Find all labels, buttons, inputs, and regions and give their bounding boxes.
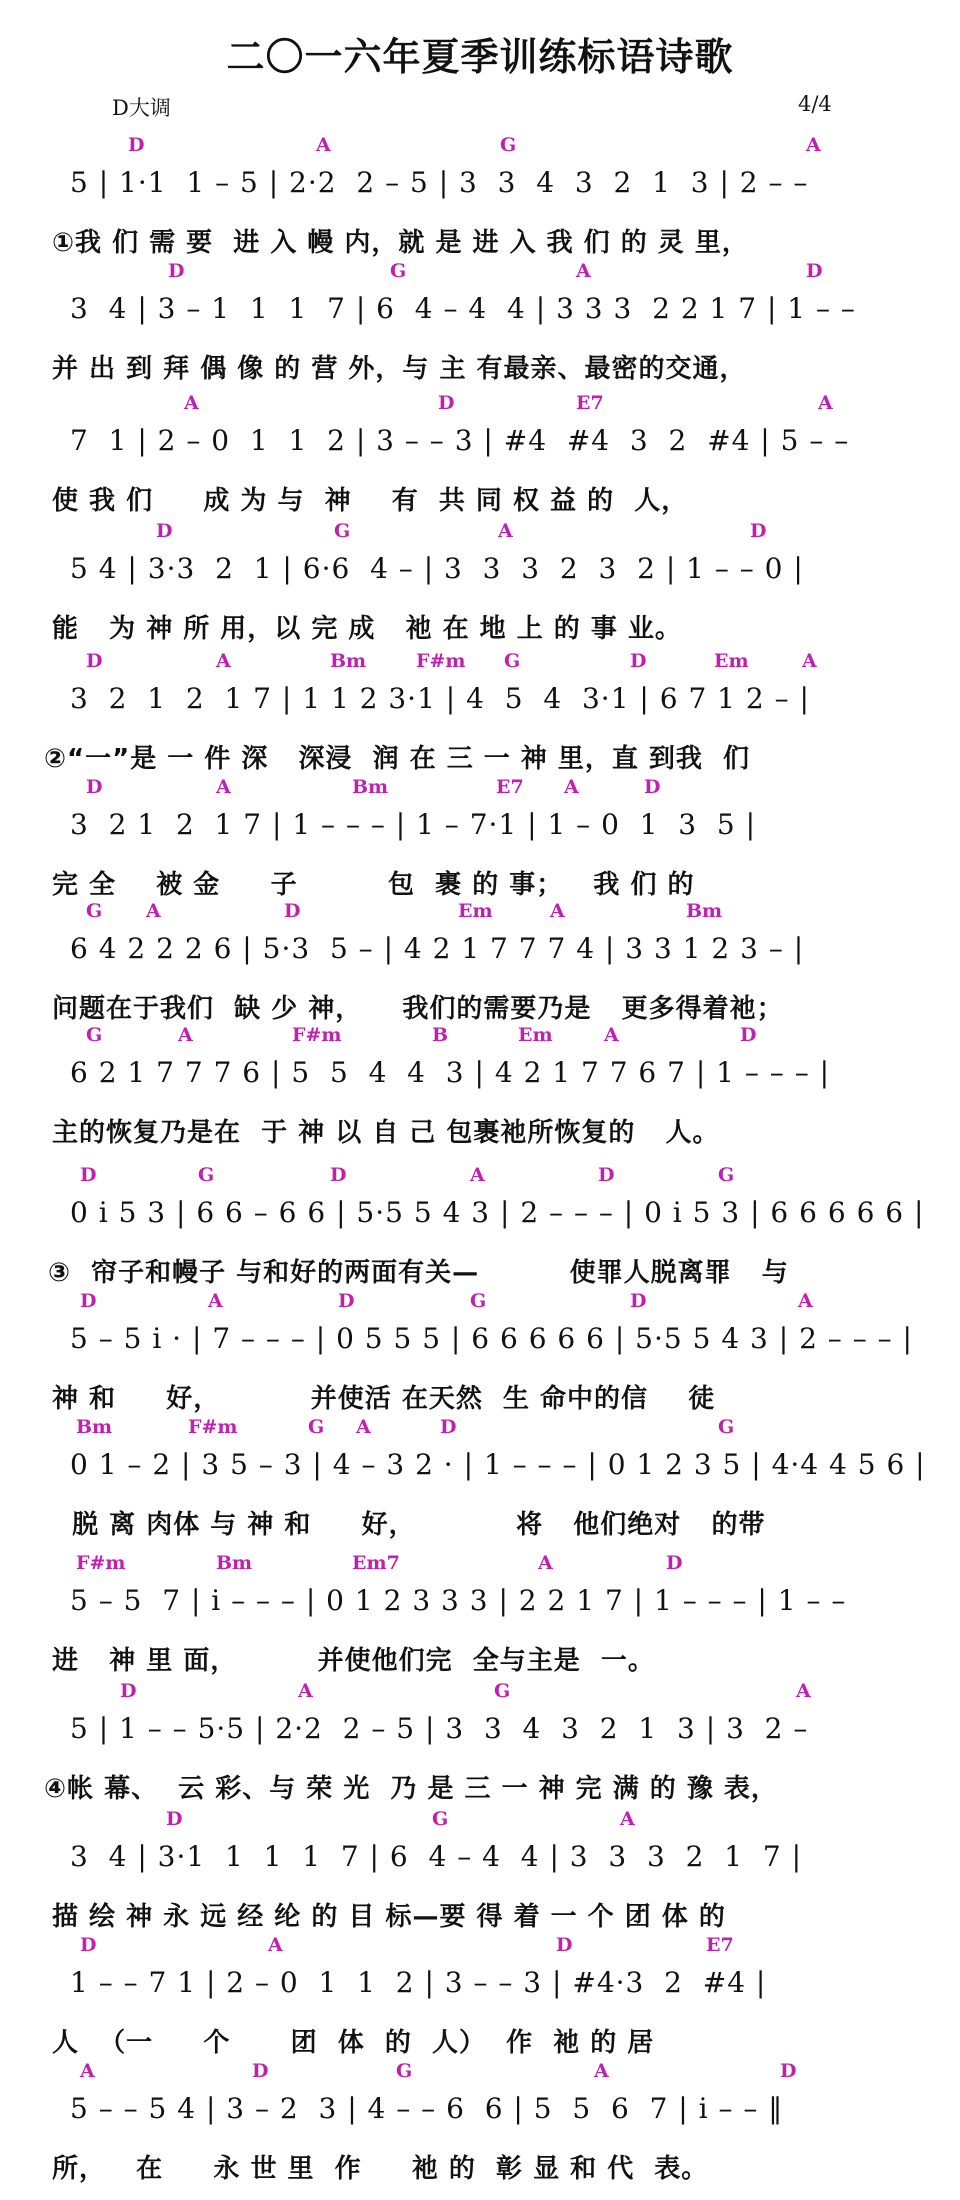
chord: A	[796, 1680, 811, 1702]
chord: Em7	[352, 1552, 400, 1574]
chord: F#m	[416, 650, 466, 672]
chord-line	[0, 776, 960, 802]
chord: E7	[576, 392, 604, 414]
numbered-notation: 5 | 1 – – 5·5 | 2·2 2 – 5 | 3 3 4 3 2 1 3 | 3 2 –	[70, 1712, 809, 1745]
chord: A	[550, 900, 565, 922]
chord: D	[556, 1934, 573, 1956]
chord: G	[396, 2060, 413, 2082]
chord: B	[432, 1024, 449, 1046]
chord: A	[576, 260, 591, 282]
chord-line	[0, 1808, 960, 1834]
chord: A	[798, 1290, 813, 1312]
chord: D	[438, 392, 455, 414]
chord: F#m	[292, 1024, 342, 1046]
chord-line	[0, 1552, 960, 1578]
chord: A	[818, 392, 833, 414]
chord: A	[564, 776, 579, 798]
chord: A	[216, 776, 231, 798]
chord: G	[86, 900, 103, 922]
chord: F#m	[76, 1552, 126, 1574]
chord: Bm	[216, 1552, 253, 1574]
numbered-notation: 6 2 1 7 7 7 6 | 5 5 4 4 3 | 4 2 1 7 7 6 7 | 1 – – – |	[70, 1056, 831, 1089]
chord: E7	[706, 1934, 734, 1956]
chord: D	[86, 650, 103, 672]
chord: A	[470, 1164, 485, 1186]
chord: D	[120, 1680, 137, 1702]
chord: A	[316, 134, 331, 156]
chord: D	[330, 1164, 347, 1186]
chord: D	[440, 1416, 457, 1438]
chord: F#m	[188, 1416, 238, 1438]
lyric-line: 人 （一 个 团 体 的 人） 作 祂 的 居	[52, 2028, 655, 2058]
chord-line	[0, 1024, 960, 1050]
chord-line	[0, 2060, 960, 2086]
chord: Em	[458, 900, 493, 922]
chord: G	[718, 1164, 735, 1186]
numbered-notation: 5 4 | 3·3 2 1 | 6·6 4 – | 3 3 3 2 3 2 | 1 – – 0 |	[70, 552, 804, 585]
lyric-line: ④帐 幕、 云 彩、与 荣 光 乃 是 三 一 神 完 满 的 豫 表，	[44, 1774, 778, 1804]
chord: G	[494, 1680, 511, 1702]
chord: D	[630, 650, 647, 672]
chord: G	[470, 1290, 487, 1312]
chord: A	[604, 1024, 619, 1046]
chord: D	[80, 1934, 97, 1956]
lyric-line: 进 神 里 面， 并使他们完 全与主是 一。	[52, 1646, 655, 1676]
chord: G	[718, 1416, 735, 1438]
numbered-notation: 0 i 5 3 | 6 6 – 6 6 | 5·5 5 4 3 | 2 – – – | 0 i 5 3 | 6 6 6 6 6 |	[70, 1196, 925, 1229]
chord: A	[356, 1416, 371, 1438]
chord-line	[0, 134, 960, 160]
chord: Bm	[686, 900, 723, 922]
chord-line	[0, 650, 960, 676]
chord: D	[80, 1290, 97, 1312]
chord: D	[156, 520, 173, 542]
chord: D	[644, 776, 661, 798]
chord: G	[390, 260, 407, 282]
chord: D	[630, 1290, 647, 1312]
lyric-line: 脱 离 肉体 与 神 和 好， 将 他们绝对 的带	[52, 1510, 766, 1540]
chord: A	[216, 650, 231, 672]
chord: D	[338, 1290, 355, 1312]
chord: D	[750, 520, 767, 542]
chord: D	[598, 1164, 615, 1186]
chord: Bm	[352, 776, 389, 798]
chord: A	[298, 1680, 313, 1702]
chord: G	[500, 134, 517, 156]
chord-line	[0, 1416, 960, 1442]
numbered-notation: 3 2 1 2 1 7 | 1 1 2 3·1 | 4 5 4 3·1 | 6 7 1 2 – |	[70, 682, 810, 715]
chord: A	[146, 900, 161, 922]
chord-line	[0, 260, 960, 286]
chord: G	[86, 1024, 103, 1046]
chord: G	[432, 1808, 449, 1830]
numbered-notation: 5 – 5 i · | 7 – – – | 0 5 5 5 | 6 6 6 6 6 | 5·5 5 4 3 | 2 – – – |	[70, 1322, 913, 1355]
chord: D	[166, 1808, 183, 1830]
numbered-notation: 6 4 2 2 2 6 | 5·3 5 – | 4 2 1 7 7 7 4 | 3 3 1 2 3 – |	[70, 932, 805, 965]
chord: A	[184, 392, 199, 414]
chord: G	[334, 520, 351, 542]
chord: D	[168, 260, 185, 282]
lyric-line: 描 绘 神 永 远 经 纶 的 目 标—要 得 着 一 个 团 体 的	[52, 1902, 726, 1932]
chord-line	[0, 520, 960, 546]
chord: Em	[714, 650, 749, 672]
chord-line	[0, 1934, 960, 1960]
lyric-line: 并 出 到 拜 偶 像 的 营 外，与 主 有最亲、最密的交通，	[52, 354, 747, 384]
chord: D	[80, 1164, 97, 1186]
chord: A	[802, 650, 817, 672]
chord: A	[498, 520, 513, 542]
time-signature: 4/4	[798, 92, 832, 116]
chord: Bm	[330, 650, 367, 672]
chord: A	[594, 2060, 609, 2082]
chord: A	[806, 134, 821, 156]
key-signature: D大调	[112, 96, 171, 120]
chord: A	[208, 1290, 223, 1312]
lyric-line: ①我 们 需 要 进 入 幔 内，就 是 进 入 我 们 的 灵 里，	[52, 228, 749, 258]
chord: Em	[518, 1024, 553, 1046]
chord: A	[538, 1552, 553, 1574]
numbered-notation: 7 1 | 2 – 0 1 1 2 | 3 – – 3 | #4 #4 3 2 #4 | 5 – –	[70, 424, 850, 457]
chord: A	[178, 1024, 193, 1046]
chord: D	[740, 1024, 757, 1046]
lyric-line: 神 和 好， 并使活 在天然 生 命中的信 徒	[52, 1384, 716, 1414]
numbered-notation: 3 2 1 2 1 7 | 1 – – – | 1 – 7·1 | 1 – 0 1 3 5 |	[70, 808, 757, 841]
chord: D	[284, 900, 301, 922]
lyric-line: ②“一”是 一 件 深 深浸 润 在 三 一 神 里，直 到我 们	[44, 744, 751, 774]
chord: D	[806, 260, 823, 282]
lyric-line: 完 全 被 金 子 包 裹 的 事； 我 们 的	[52, 870, 695, 900]
chord: D	[128, 134, 145, 156]
lyric-line: ③ 帘子和幔子 与和好的两面有关— 使罪人脱离罪 与	[48, 1258, 789, 1288]
numbered-notation: 5 – 5 7 | i – – – | 0 1 2 3 3 3 | 2 2 1 7 | 1 – – – | 1 – –	[70, 1584, 847, 1617]
numbered-notation: 0 1 – 2 | 3 5 – 3 | 4 – 3 2 · | 1 – – – | 0 1 2 3 5 | 4·4 4 5 6 |	[70, 1448, 926, 1481]
numbered-notation: 3 4 | 3·1 1 1 1 7 | 6 4 – 4 4 | 3 3 3 2 1 7 |	[70, 1840, 803, 1873]
chord: D	[252, 2060, 269, 2082]
numbered-notation: 5 | 1·1 1 – 5 | 2·2 2 – 5 | 3 3 4 3 2 1 3 | 2 – –	[70, 166, 809, 199]
chord: E7	[496, 776, 524, 798]
chord: D	[86, 776, 103, 798]
chord: D	[780, 2060, 797, 2082]
numbered-notation: 3 4 | 3 – 1 1 1 7 | 6 4 – 4 4 | 3 3 3 2 2 1 7 | 1 – –	[70, 292, 856, 325]
song-title: 二〇一六年夏季训练标语诗歌	[226, 35, 734, 79]
chord: A	[620, 1808, 635, 1830]
chord-line	[0, 1290, 960, 1316]
chord-line	[0, 1680, 960, 1706]
lyric-line: 能 为 神 所 用，以 完 成 祂 在 地 上 的 事 业。	[52, 614, 682, 644]
chord-line	[0, 1164, 960, 1190]
chord: G	[198, 1164, 215, 1186]
lyric-line: 所， 在 永 世 里 作 祂 的 彰 显 和 代 表。	[52, 2154, 709, 2184]
numbered-notation: 1 – – 7 1 | 2 – 0 1 1 2 | 3 – – 3 | #4·3 2 #4 |	[70, 1966, 767, 1999]
chord: A	[268, 1934, 283, 1956]
chord: Bm	[76, 1416, 113, 1438]
chord: G	[504, 650, 521, 672]
chord: G	[308, 1416, 325, 1438]
lyric-line: 主的恢复乃是在 于 神 以 自 己 包裹祂所恢复的 人。	[52, 1118, 720, 1148]
chord: A	[80, 2060, 95, 2082]
numbered-notation: 5 – – 5 4 | 3 – 2 3 | 4 – – 6 6 | 5 5 6 7 | i – – ‖	[70, 2092, 784, 2125]
chord-line	[0, 392, 960, 418]
lyric-line: 使 我 们 成 为 与 神 有 共 同 权 益 的 人，	[52, 486, 689, 516]
lyric-line: 问题在于我们 缺 少 神， 我们的需要乃是 更多得着祂；	[52, 994, 784, 1024]
chord: D	[666, 1552, 683, 1574]
chord-line	[0, 900, 960, 926]
